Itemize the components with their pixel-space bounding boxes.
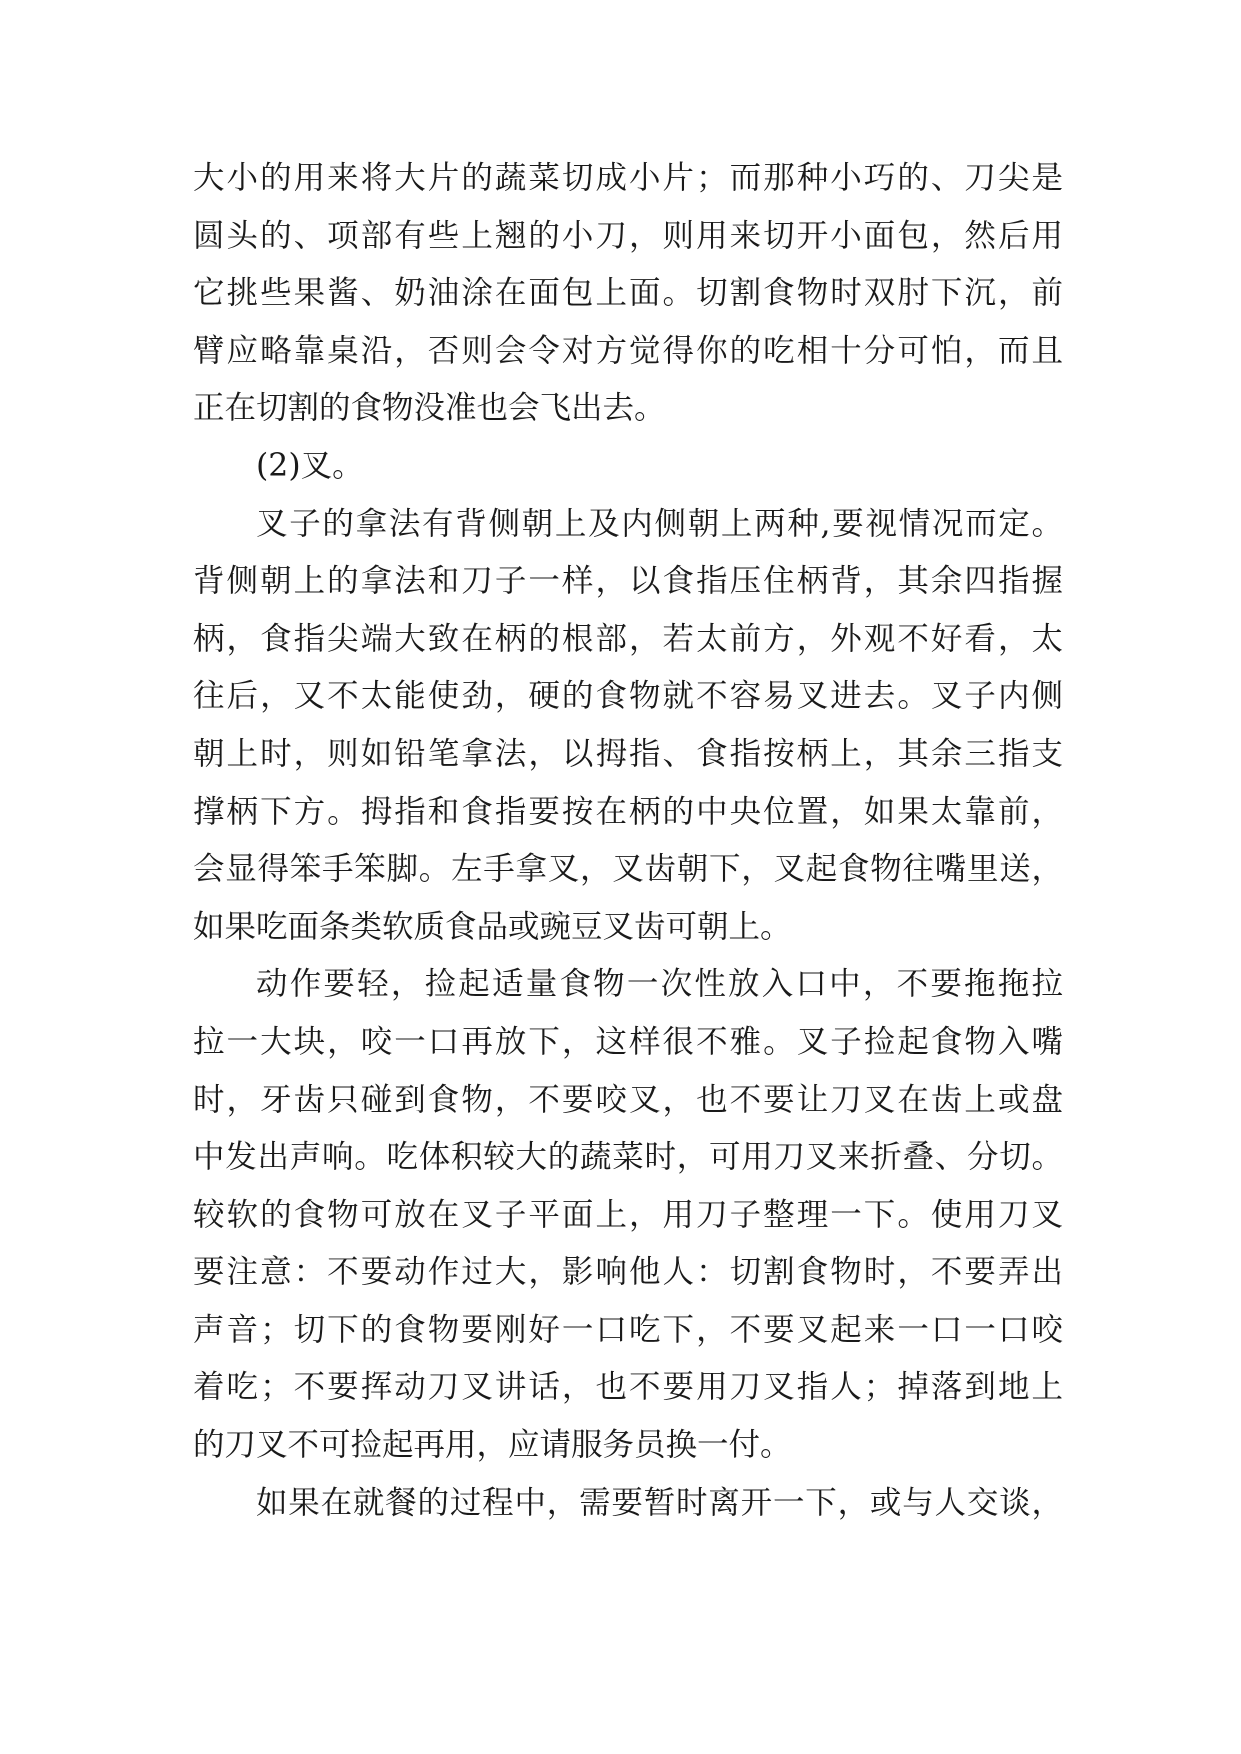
- text-line: 臂应略靠桌沿，否则会令对方觉得你的吃相十分可怕，而且: [193, 332, 1063, 369]
- text-line: 它挑些果酱、奶油涂在面包上面。切割食物时双肘下沉，前: [193, 275, 1063, 312]
- text-line: 朝上时，则如铅笔拿法，以拇指、食指按柄上，其余三指支: [193, 735, 1063, 772]
- text-line: 中发出声响。吃体积较大的蔬菜时，可用刀叉来折叠、分切。: [193, 1139, 1063, 1176]
- text-line: 要注意：不要动作过大，影响他人：切割食物时，不要弄出: [193, 1254, 1063, 1291]
- text-line: 着吃；不要挥动刀叉讲话，也不要用刀叉指人；掉落到地上: [193, 1369, 1063, 1406]
- text-line: 正在切割的食物没准也会飞出去。: [193, 390, 666, 427]
- text-line: 如果吃面条类软质食品或豌豆叉齿可朝上。: [193, 908, 792, 945]
- text-line: 撑柄下方。拇指和食指要按在柄的中央位置，如果太靠前，: [193, 793, 1063, 830]
- text-line: 叉子的拿法有背侧朝上及内侧朝上两种,要视情况而定。: [256, 505, 1063, 542]
- text-line: 背侧朝上的拿法和刀子一样，以食指压住柄背，其余四指握: [193, 563, 1063, 600]
- text-line: 大小的用来将大片的蔬菜切成小片；而那种小巧的、刀尖是: [193, 160, 1063, 196]
- text-line: 拉一大块，咬一口再放下，这样很不雅。叉子捡起食物入嘴: [193, 1023, 1063, 1060]
- text-line: 圆头的、项部有些上翘的小刀，则用来切开小面包，然后用: [193, 217, 1063, 254]
- text-line: 往后，又不太能使劲，硬的食物就不容易叉进去。叉子内侧: [193, 678, 1063, 715]
- text-line: 如果在就餐的过程中，需要暂时离开一下，或与人交谈，: [256, 1484, 1063, 1521]
- text-line: 声音；切下的食物要刚好一口吃下，不要叉起来一口一口咬: [193, 1311, 1063, 1348]
- section-heading: (2)叉。: [256, 447, 364, 484]
- text-line: 较软的食物可放在叉子平面上，用刀子整理一下。使用刀叉: [193, 1196, 1063, 1233]
- document-page: [193, 150, 1063, 1532]
- text-line: 柄，食指尖端大致在柄的根部，若太前方，外观不好看，太: [193, 620, 1063, 657]
- text-line: 会显得笨手笨脚。左手拿叉，叉齿朝下，叉起食物往嘴里送，: [193, 851, 1063, 888]
- text-line: 的刀叉不可捡起再用，应请服务员换一付。: [193, 1427, 792, 1464]
- text-line: 动作要轻，捡起适量食物一次性放入口中，不要拖拖拉: [256, 966, 1063, 1003]
- text-line: 时，牙齿只碰到食物，不要咬叉，也不要让刀叉在齿上或盘: [193, 1081, 1063, 1118]
